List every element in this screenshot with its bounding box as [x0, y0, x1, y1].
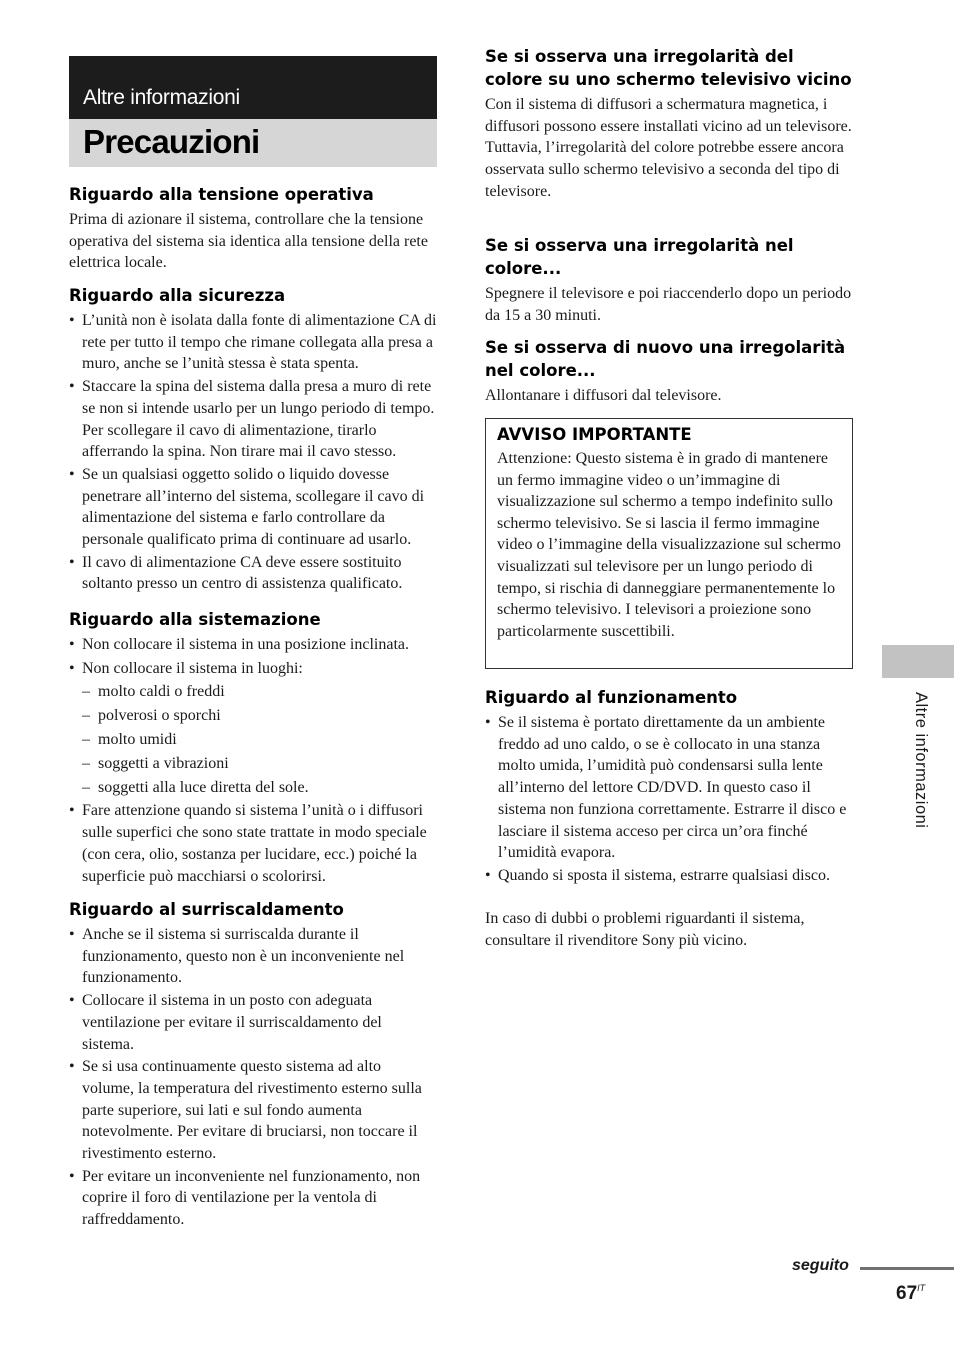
section-title: Altre informazioni: [69, 56, 437, 119]
list-item: – soggetti alla luce diretta del sole.: [82, 776, 437, 800]
page-number: [896, 1283, 925, 1305]
section-funzionamento: [485, 687, 853, 887]
heading-tensione: Riguardo alla tensione operativa: [69, 185, 374, 204]
page-number-value: 67: [896, 1283, 918, 1304]
list-item: • Quando si sposta il sistema, estrarre qualsiasi disco.: [485, 865, 853, 887]
list-item: • Anche se il sistema si surriscalda durante il funzionamento, questo non è un inconveniente nel funzionamento.: [69, 924, 437, 989]
heading-sicurezza: Riguardo alla sicurezza: [69, 286, 286, 305]
list-sicurezza: [69, 310, 437, 595]
side-tab-label: Altre informazioni: [912, 692, 930, 829]
section-tensione: [69, 184, 437, 274]
list-item: • Non collocare il sistema in una posizione inclinata.: [69, 634, 437, 656]
text-irregolarita-vicino: Con il sistema di diffusori a schermatura magnetica, i diffusori possono essere installati vicino ad un televisore. Tuttavia, l’irregolarità del colore potrebbe essere ancora osservata sullo schermo televisivo a seconda del tipo di televisore.: [485, 96, 852, 200]
heading-irregolarita-nuovo: Se si osserva di nuovo una irregolarità nel colore...: [485, 338, 846, 380]
list-funzionamento: [485, 712, 853, 887]
list-item: • Staccare la spina del sistema dalla presa a muro di rete se non si intende usarlo per un lungo periodo di tempo. Per scollegare il cavo di alimentazione, tirarlo afferrando la spina. Non tirare mai il cavo stesso.: [69, 376, 437, 463]
heading-irregolarita: Se si osserva una irregolarità nel colore...: [485, 236, 794, 278]
section-sistemazione: [69, 609, 437, 887]
heading-funzionamento: Riguardo al funzionamento: [485, 688, 738, 707]
list-sistemazione-cont: [69, 800, 437, 887]
continued-line: [860, 1267, 954, 1270]
important-notice-box: [485, 418, 853, 669]
list-item: • Se il sistema è portato direttamente da un ambiente freddo ad uno caldo, o se è collocato in una stanza molto umida, l’umidità può condensarsi sulla lente all’interno del lettore CD/DVD. In questo caso il sistema non funziona correttamente. Estrarre il disco e lasciare il sistema acceso per circa un’ora finché l’umidità evapora.: [485, 712, 853, 864]
text-irregolarita-nuovo: Allontanare i diffusori dal televisore.: [485, 387, 722, 404]
list-item: • L’unità non è isolata dalla fonte di alimentazione CA di rete per tutto il tempo che rimane collegata alla presa a muro, anche se l’unità stessa è stata spenta.: [69, 310, 437, 375]
text-tensione: Prima di azionare il sistema, controllare che la tensione operativa del sistema sia identica alla tensione della rete elettrica locale.: [69, 211, 428, 272]
section-closing: [485, 908, 853, 951]
section-surriscaldamento: [69, 899, 437, 1231]
list-surriscaldamento: [69, 924, 437, 1231]
list-item: • Non collocare il sistema in luoghi:: [69, 658, 437, 680]
heading-sistemazione: Riguardo alla sistemazione: [69, 610, 321, 629]
list-item: – soggetti a vibrazioni: [82, 752, 437, 776]
continued-label: seguito: [792, 1257, 849, 1274]
heading-surriscaldamento: Riguardo al surriscaldamento: [69, 900, 344, 919]
closing-text: In caso di dubbi o problemi riguardanti il sistema, consultare il rivenditore Sony più vicino.: [485, 910, 805, 949]
list-item: • Fare attenzione quando si sistema l’unità o i diffusori sulle superfici che sono state trattate in modo speciale (con cera, olio, sostanza per lucidare, ecc.) poiché la superficie può macchiarsi o scolorirsi.: [69, 800, 437, 887]
list-item: • Per evitare un inconveniente nel funzionamento, non coprire il foro di ventilazione per la ventola di raffreddamento.: [69, 1166, 437, 1231]
list-sistemazione: [69, 634, 437, 679]
heading-irregolarita-vicino: Se si osserva una irregolarità del colore su uno schermo televisivo vicino: [485, 47, 852, 89]
section-irregolarita: [485, 235, 853, 326]
text-irregolarita: Spegnere il televisore e poi riaccenderlo dopo un periodo da 15 a 30 minuti.: [485, 285, 852, 324]
side-tab-marker: [882, 645, 954, 678]
page-number-suffix: IT: [917, 1283, 926, 1293]
list-luoghi: [69, 680, 437, 799]
list-item: • Se si usa continuamente questo sistema ad alto volume, la temperatura del rivestimento esterno sulla parte superiore, sui lati e sul fondo aumenta notevolmente. Per evitare di bruciarsi, non toccare il rivestimento esterno.: [69, 1056, 437, 1165]
page-title: Precauzioni: [69, 119, 437, 167]
list-item: • Collocare il sistema in un posto con adeguata ventilazione per evitare il surriscaldamento del sistema.: [69, 990, 437, 1055]
list-item: • Il cavo di alimentazione CA deve essere sostituito soltanto presso un centro di assistenza qualificato.: [69, 552, 437, 595]
list-item: – polverosi o sporchi: [82, 704, 437, 728]
list-item: • Se un qualsiasi oggetto solido o liquido dovesse penetrare all’interno del sistema, scollegare il cavo di alimentazione del sistema e farlo controllare da personale qualificato prima di continuare ad usarlo.: [69, 464, 437, 551]
section-irregolarita-vicino: [485, 46, 853, 203]
list-item: – molto umidi: [82, 728, 437, 752]
section-irregolarita-nuovo: [485, 337, 853, 407]
heading-avviso: AVVISO IMPORTANTE: [497, 425, 692, 444]
section-sicurezza: [69, 285, 437, 595]
list-item: – molto caldi o freddi: [82, 680, 437, 704]
text-avviso: Attenzione: Questo sistema è in grado di mantenere un fermo immagine video o un’immagine di visualizzazione sul schermo a tempo indefinito sullo schermo televisivo. Se si lascia il fermo immagine video o l’immagine della visualizzazione sul schermo visualizzati sul televisore per un lungo periodo di tempo, si rischia di danneggiare permanentemente lo schermo televisivo. I televisori a proiezione sono particolarmente suscettibili.: [497, 450, 841, 640]
